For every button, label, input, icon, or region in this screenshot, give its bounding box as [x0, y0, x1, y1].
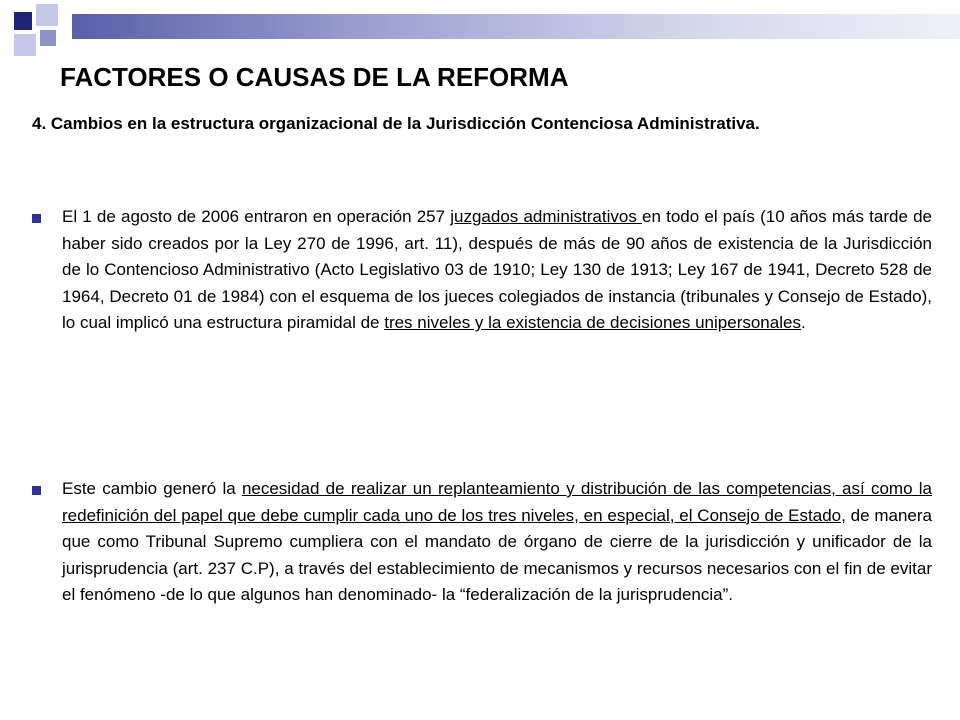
header-gradient-bar [72, 14, 960, 39]
bullet-item [32, 204, 932, 337]
text-run: . [800, 313, 806, 333]
text-run: en todo el país (10 años más tarde de haber sido creados por la Ley 270 de 1996, art. 11), después de más de 90 años de existencia de la Jurisdicción de lo Contencioso Administrativo (Acto Legislativo 03 de 1910; Ley 130 de 1913; Ley 167 de 1941, Decreto 528 de 1964, Decreto 01 de 1984) con el esquema de los jueces colegiados de instancia (tribunales y Consejo de Estado), lo cual implicó una estructura piramidal de [62, 207, 932, 333]
decor-square-navy [14, 12, 32, 30]
underlined-text: juzgados administrativos [450, 207, 643, 226]
bullet-square-icon [32, 486, 41, 495]
underlined-text: necesidad de realizar un replanteamiento y distribución de las competencias, así como la redefinición del papel que debe cumplir cada uno de los tres niveles, en especial, el Consejo de Estado [62, 479, 932, 525]
bullet-item [32, 476, 932, 609]
underlined-text: tres niveles y la existencia de decisiones unipersonales [384, 313, 801, 333]
slide-title: FACTORES O CAUSAS DE LA REFORMA [60, 62, 569, 92]
slide-subtitle: 4. Cambios en la estructura organizacional de la Jurisdicción Contenciosa Administrativa. [32, 114, 760, 133]
text-run: Este cambio generó la [62, 479, 242, 498]
decor-square-light [14, 34, 36, 56]
bullet-text [62, 204, 932, 337]
decor-square-light [36, 4, 58, 26]
decor-square-mid [40, 30, 56, 46]
header-decoration [0, 0, 960, 60]
text-run: El 1 de agosto de 2006 entraron en operación 257 [62, 207, 451, 226]
bullet-text [62, 476, 932, 609]
bullet-square-icon [32, 214, 41, 223]
text-run: , de manera que como Tribunal Supremo cumpliera con el mandato de órgano de cierre de la jurisdicción y unificador de la jurisprudencia (art. 237 C.P), a través del establecimiento de mecanismos y recursos necesarios con el fin de evitar el fenómeno -de lo que algunos han denominado- la “federalización de la jurisprudencia”. [62, 505, 932, 605]
